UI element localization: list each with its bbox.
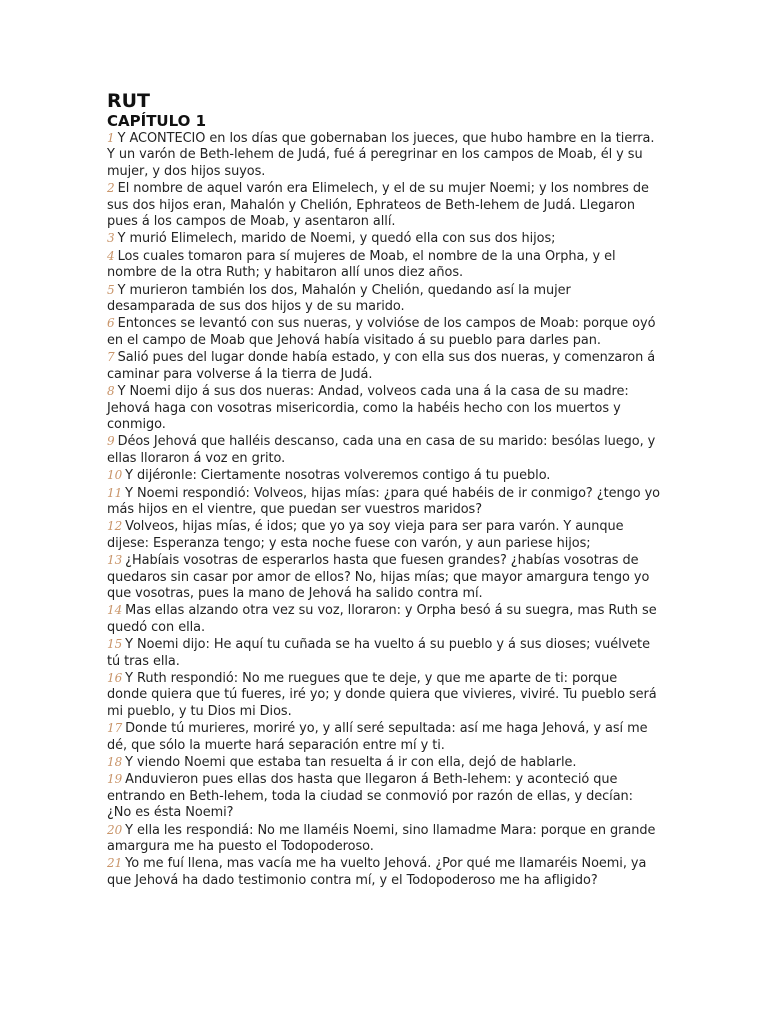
verse [107, 602, 660, 636]
verse-text: Salió pues del lugar donde había estado, y con ella sus dos nueras, y comenzaron á caminar para volverse á la tierra de Judá. [107, 350, 656, 382]
verse-list [107, 130, 660, 889]
verse-number: 21 [107, 856, 123, 871]
verse-number: 13 [107, 553, 123, 568]
verse-number: 14 [107, 603, 123, 618]
verse-text: Volveos, hijas mías, é idos; que yo ya soy vieja para ser para varón. Y aunque dijese: Esperanza tengo; y esta noche fuese con varón, y aun pariese hijos; [107, 519, 624, 551]
verse-text: Y Noemi dijo á sus dos nueras: Andad, volveos cada una á la casa de su madre: Jehová haga con vosotras misericordia, como la habéis hecho con los muertos y conmigo. [107, 384, 629, 432]
verse [107, 130, 660, 180]
verse [107, 754, 660, 771]
verse-number: 20 [107, 822, 123, 837]
verse-text: Mas ellas alzando otra vez su voz, lloraron: y Orpha besó á su suegra, mas Ruth se quedó con ella. [107, 603, 657, 635]
verse-number: 4 [107, 248, 115, 263]
verse-number: 9 [107, 434, 115, 449]
verse-text: Los cuales tomaron para sí mujeres de Moab, el nombre de la una Orpha, y el nombre de la otra Ruth; y habitaron allí unos diez años. [107, 248, 616, 281]
verse [107, 552, 660, 602]
verse [107, 230, 660, 247]
verse-number: 18 [107, 755, 123, 770]
verse-number: 6 [107, 316, 115, 331]
verse [107, 282, 660, 316]
verse-text: Y Noemi dijo: He aquí tu cuñada se ha vuelto á su pueblo y á sus dioses; vuélvete tú tras ella. [107, 637, 650, 669]
verse [107, 433, 660, 467]
verse [107, 180, 660, 230]
verse-text: ¿Habíais vosotras de esperarlos hasta que fuesen grandes? ¿habías vosotras de quedaros sin casar por amor de ellos? No, hijas mías; que mayor amargura tengo yo que vosotras, pues la mano de Jehová ha salido contra mí. [107, 553, 650, 601]
verse-number: 5 [107, 282, 115, 297]
verse [107, 855, 660, 889]
verse [107, 771, 660, 821]
chapter-title: CAPÍTULO 1 [107, 112, 207, 130]
verse-text: Y ACONTECIO en los días que gobernaban los jueces, que hubo hambre en la tierra. Y un varón de Beth-lehem de Judá, fué á peregrinar en los campos de Moab, él y su mujer, y dos hijos suyos. [107, 131, 655, 179]
verse [107, 518, 660, 552]
document-content [107, 90, 660, 889]
verse [107, 670, 660, 720]
verse-number: 16 [107, 671, 123, 685]
verse-number: 7 [107, 350, 115, 365]
verse-text: Y ella les respondiá: No me llaméis Noemi, sino llamadme Mara: porque en grande amargura me ha puesto el Todopoderoso. [107, 822, 656, 855]
verse [107, 248, 660, 282]
verse [107, 822, 660, 856]
verse-number: 12 [107, 519, 123, 534]
verse-number: 17 [107, 721, 123, 736]
verse-number: 10 [107, 468, 123, 483]
verse-text: Entonces se levantó con sus nueras, y volvióse de los campos de Moab: porque oyó en el campo de Moab que Jehová había visitado á su pueblo para darles pan. [107, 316, 656, 348]
verse-text: Y murió Elimelech, marido de Noemi, y quedó ella con sus dos hijos; [117, 231, 556, 247]
verse [107, 383, 660, 433]
verse-text: El nombre de aquel varón era Elimelech, y el de su mujer Noemi; y los nombres de sus dos hijos eran, Mahalón y Chelión, Ephrateos de Beth-lehem de Judá. Llegaron pues á los campos de Moab, y asentaron allí. [107, 181, 649, 230]
verse-text: Déos Jehová que halléis descanso, cada una en casa de su marido: besólas luego, y ellas lloraron á voz en grito. [107, 434, 656, 466]
verse [107, 349, 660, 383]
verse-text: Yo me fuí llena, mas vacía me ha vuelto Jehová. ¿Por qué me llamaréis Noemi, ya que Jehová ha dado testimonio contra mí, y el Todopoderoso me ha afligido? [107, 856, 647, 888]
verse-text: Donde tú murieres, moriré yo, y allí seré sepultada: así me haga Jehová, y así me dé, que sólo la muerte hará separación entre mí y ti. [107, 721, 648, 753]
verse [107, 485, 660, 519]
verse-text: Y dijéronle: Ciertamente nosotras volveremos contigo á tu pueblo. [125, 468, 551, 484]
book-title: RUT [107, 90, 151, 112]
verse-number: 8 [107, 384, 115, 399]
verse-number: 15 [107, 637, 123, 652]
verse-text: Anduvieron pues ellas dos hasta que llegaron á Beth-lehem: y aconteció que entrando en Beth-lehem, toda la ciudad se conmovió por razón de ellas, y decían: ¿No es ésta Noemi? [107, 772, 633, 821]
verse-text: Y Ruth respondió: No me ruegues que te deje, y que me aparte de ti: porque donde quiera que tú fueres, iré yo; y donde quiera que vivieres, viviré. Tu pueblo será mi pueblo, y tu Dios mi Dios. [107, 671, 657, 719]
verse [107, 315, 660, 349]
verse-number: 1 [107, 131, 115, 145]
verse-number: 19 [107, 772, 123, 787]
verse-number: 11 [107, 485, 123, 500]
verse-number: 2 [107, 181, 115, 196]
verse [107, 636, 660, 670]
verse-text: Y murieron también los dos, Mahalón y Chelión, quedando así la mujer desamparada de sus dos hijos y de su marido. [107, 282, 571, 315]
verse-number: 3 [107, 231, 115, 246]
verse-text: Y Noemi respondió: Volveos, hijas mías: ¿para qué habéis de ir conmigo? ¿tengo yo más hijos en el vientre, que puedan ser vuestros maridos? [107, 485, 661, 517]
verse [107, 720, 660, 754]
verse-text: Y viendo Noemi que estaba tan resuelta á ir con ella, dejó de hablarle. [125, 755, 577, 771]
verse [107, 467, 660, 484]
